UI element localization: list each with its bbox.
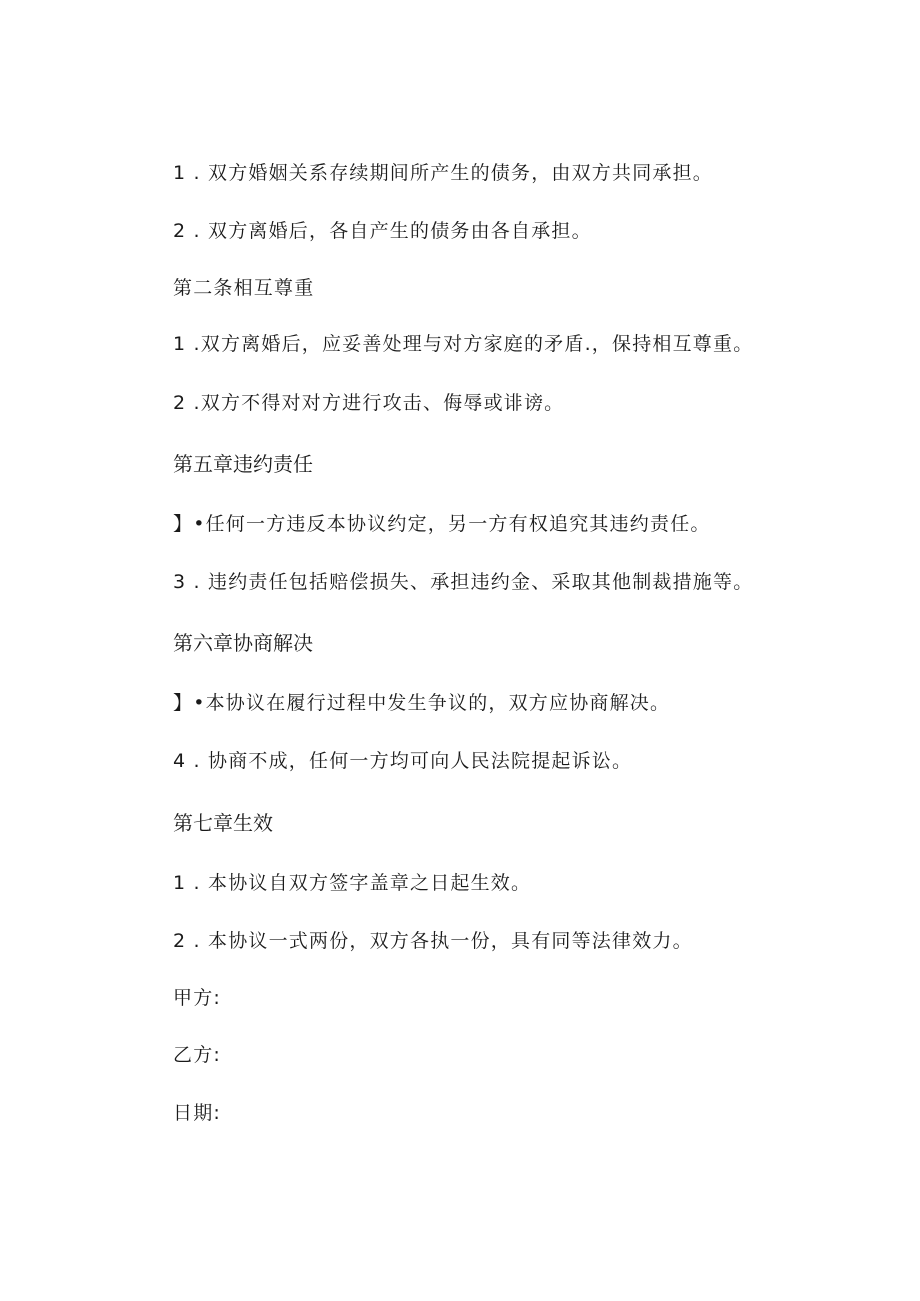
date-label: 日期: — [173, 1102, 222, 1124]
breach-clause-2: 3 . 违约责任包括赔偿损失、承担违约金、采取其他制裁措施等。 — [173, 571, 754, 593]
breach-clause-1: 】•任何一方违反本协议约定，另一方有权追究其违约责任。 — [173, 513, 711, 535]
effect-clause-2: 2 . 本协议一式两份，双方各执一份，具有同等法律效力。 — [173, 930, 693, 952]
debt-clause-1: 1 . 双方婚姻关系存续期间所产生的债务，由双方共同承担。 — [173, 162, 714, 184]
chapter-7-heading: 第七章生效 — [173, 811, 273, 835]
debt-clause-2: 2 . 双方离婚后，各自产生的债务由各自承担。 — [173, 220, 592, 242]
article-2-heading: 第二条相互尊重 — [173, 277, 315, 299]
chapter-5-heading: 第五章违约责任 — [173, 452, 313, 476]
dispute-clause-2: 4 . 协商不成，任何一方均可向人民法院提起诉讼。 — [173, 750, 633, 772]
dispute-clause-1: 】•本协议在履行过程中发生争议的，双方应协商解决。 — [173, 692, 671, 714]
respect-clause-1: 1 .双方离婚后，应妥善处理与对方家庭的矛盾.，保持相互尊重。 — [173, 333, 754, 355]
respect-clause-2: 2 .双方不得对对方进行攻击、侮辱或诽谤。 — [173, 392, 565, 414]
party-a-label: 甲方: — [173, 987, 222, 1009]
party-b-label: 乙方: — [173, 1044, 222, 1066]
effect-clause-1: 1 . 本协议自双方签字盖章之日起生效。 — [173, 872, 532, 894]
chapter-6-heading: 第六章协商解决 — [173, 631, 313, 655]
